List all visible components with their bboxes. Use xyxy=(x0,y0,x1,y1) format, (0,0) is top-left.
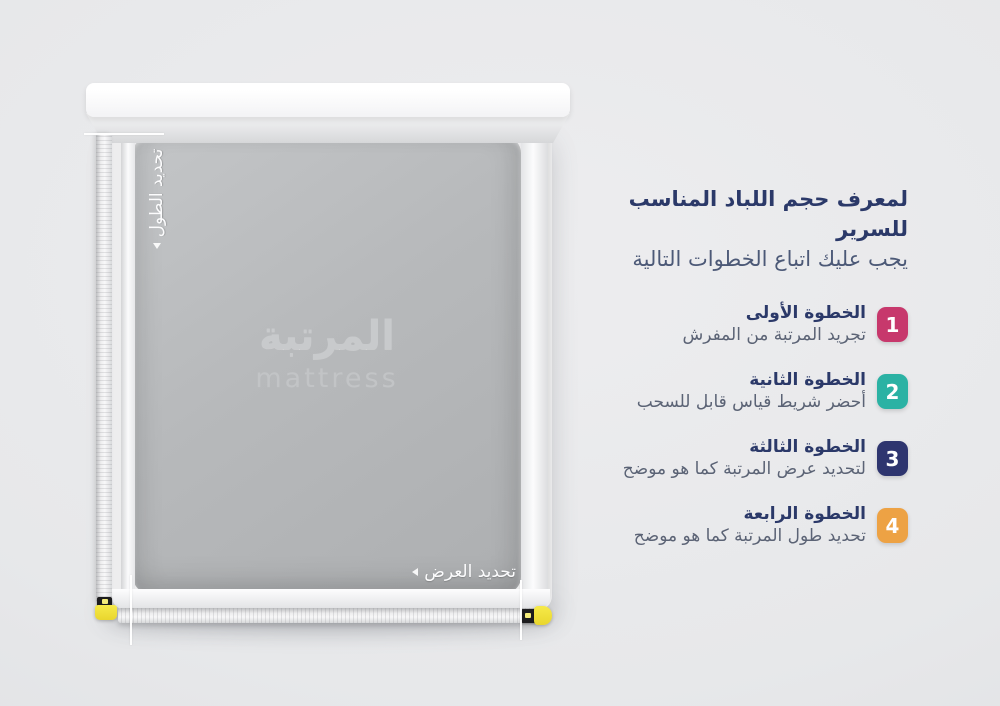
arrow-down-icon xyxy=(153,243,161,249)
step-1-title: الخطوة الأولى xyxy=(745,303,866,323)
vertical-tape-end-tab xyxy=(95,605,117,620)
mattress-label-english: mattress xyxy=(255,363,399,394)
width-end-marker-line xyxy=(520,580,522,640)
step-1-texts xyxy=(682,303,866,346)
step-3-badge: 3 xyxy=(877,441,908,476)
vertical-measuring-tape xyxy=(96,133,112,603)
arrow-left-icon xyxy=(412,568,418,576)
width-label-text: تحديد العرض xyxy=(424,562,516,582)
step-2-description: أحضر شريط قياس قابل للسحب xyxy=(636,392,866,412)
length-label-text: تحديد الطول xyxy=(147,148,167,238)
step-item-1 xyxy=(563,303,908,346)
step-4-badge: 4 xyxy=(877,508,908,543)
step-4-title: الخطوة الرابعة xyxy=(743,504,866,524)
page-title: لمعرف حجم اللباد المناسب للسرير xyxy=(628,187,908,241)
step-2-title: الخطوة الثانية xyxy=(749,370,866,390)
horizontal-tape-end-tab xyxy=(534,606,552,625)
step-3-texts xyxy=(623,437,866,480)
step-2-texts xyxy=(637,370,866,413)
step-item-4 xyxy=(563,504,908,547)
bed-frame-right-rail xyxy=(521,133,548,603)
page-subtitle: يجب عليك اتباع الخطوات التالية xyxy=(632,247,908,271)
step-1-description: تجريد المرتبة من المفرش xyxy=(682,325,866,345)
step-3-title: الخطوة الثالثة xyxy=(749,437,866,457)
bed-frame-foot-rail xyxy=(112,589,550,609)
instructions-panel xyxy=(563,184,908,571)
horizontal-tape-end-dot xyxy=(525,613,531,618)
width-measure-label xyxy=(388,562,516,582)
step-item-3 xyxy=(563,437,908,480)
step-2-badge: 2 xyxy=(877,374,908,409)
headboard xyxy=(86,83,570,117)
step-1-badge: 1 xyxy=(877,307,908,342)
width-start-marker-line xyxy=(130,575,132,645)
length-measure-label xyxy=(146,143,168,255)
length-start-marker-line xyxy=(84,133,164,135)
step-item-2 xyxy=(563,370,908,413)
mattress-watermark xyxy=(133,310,521,396)
headboard-bevel xyxy=(86,113,570,143)
step-3-description: لتحديد عرض المرتبة كما هو موضح xyxy=(622,459,866,479)
step-4-description: تحديد طول المرتبة كما هو موضح xyxy=(633,526,866,546)
horizontal-measuring-tape xyxy=(118,608,536,623)
step-4-texts xyxy=(634,504,866,547)
vertical-tape-end-dot xyxy=(102,599,108,604)
mattress-label-arabic: المرتبة xyxy=(258,313,396,359)
